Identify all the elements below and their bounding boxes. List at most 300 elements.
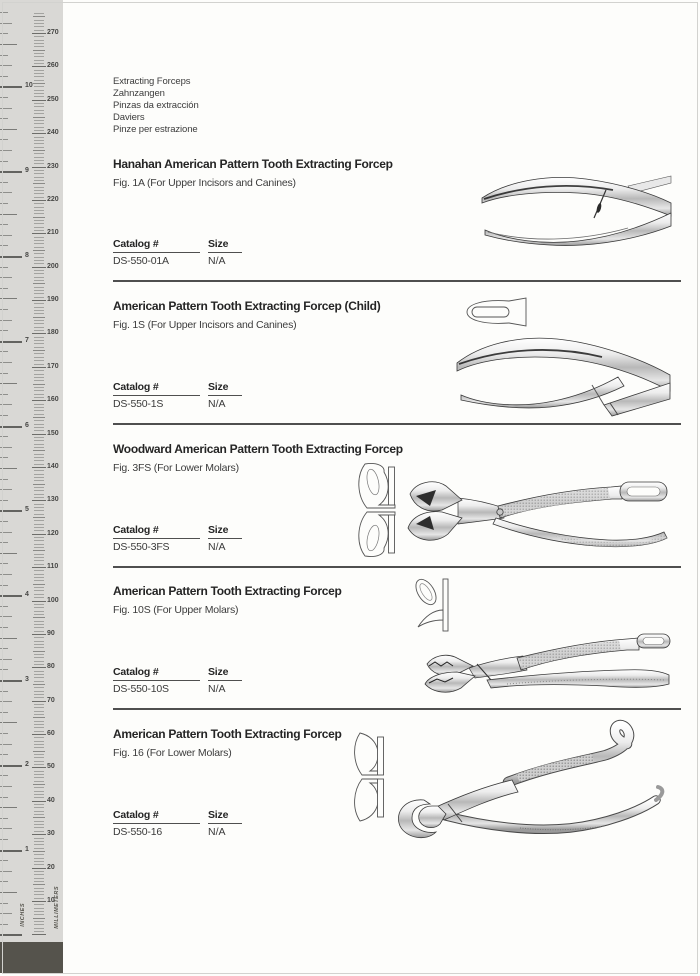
tip-profile-icon [348, 731, 394, 823]
mm-tick [34, 223, 44, 224]
size-value: N/A [208, 255, 226, 267]
mm-tick [32, 500, 46, 501]
mm-tick [34, 414, 44, 415]
mm-tick [34, 878, 44, 879]
inch-tick [0, 214, 17, 215]
mm-tick [34, 691, 44, 692]
mm-tick [34, 537, 44, 538]
mm-tick [34, 487, 44, 488]
mm-tick [32, 167, 46, 168]
mm-tick [34, 40, 44, 41]
mm-tick [34, 560, 44, 561]
mm-tick [34, 771, 44, 772]
inch-tick [0, 277, 12, 278]
catalog-header-label: Catalog # [113, 666, 200, 681]
inch-tick [0, 585, 8, 586]
mm-tick [34, 437, 44, 438]
mm-label: 70 [47, 696, 55, 704]
inch-tick [0, 489, 12, 490]
inch-tick [0, 55, 8, 56]
mm-tick [32, 333, 46, 334]
mm-tick [33, 617, 45, 618]
mm-tick [34, 547, 44, 548]
mm-label: 20 [47, 863, 55, 871]
inch-tick [0, 807, 17, 808]
mm-tick [34, 490, 44, 491]
inch-tick [0, 33, 8, 34]
mm-tick [32, 133, 46, 134]
mm-tick [34, 464, 44, 465]
inch-tick [0, 606, 8, 607]
mm-tick [34, 337, 44, 338]
mm-tick [33, 83, 45, 84]
inch-label: 10 [25, 82, 33, 90]
mm-label: 230 [47, 162, 59, 170]
mm-tick [34, 577, 44, 578]
mm-tick [34, 671, 44, 672]
mm-tick [34, 470, 44, 471]
mm-tick [34, 260, 44, 261]
mm-tick [34, 70, 44, 71]
mm-tick [33, 250, 45, 251]
mm-label: 170 [47, 362, 59, 370]
mm-tick [34, 454, 44, 455]
mm-tick [34, 594, 44, 595]
mm-tick [34, 313, 44, 314]
mm-tick [34, 711, 44, 712]
table-row [113, 681, 273, 695]
catalog-table [113, 809, 273, 838]
mm-tick [34, 841, 44, 842]
inch-tick [0, 288, 8, 289]
product-section [113, 423, 681, 568]
mm-tick [34, 641, 44, 642]
mm-tick [34, 353, 44, 354]
mm-tick [32, 767, 46, 768]
mm-tick [34, 777, 44, 778]
mm-label: 10 [47, 896, 55, 904]
catalog-table [113, 238, 273, 267]
inch-tick [0, 256, 22, 258]
mm-tick [34, 230, 44, 231]
product-title: American Pattern Tooth Extracting Forcep [113, 727, 342, 741]
mm-tick [34, 781, 44, 782]
mm-tick [34, 327, 44, 328]
mm-tick [34, 60, 44, 61]
size-value: N/A [208, 683, 226, 695]
inch-tick [0, 532, 12, 533]
mm-tick [34, 530, 44, 531]
mm-tick [34, 46, 44, 47]
tip-profile-icon [463, 297, 533, 327]
mm-tick [32, 66, 46, 67]
mm-tick [34, 661, 44, 662]
inch-tick [0, 426, 22, 428]
inch-tick [0, 733, 8, 734]
mm-tick [34, 731, 44, 732]
mm-tick [34, 787, 44, 788]
mm-tick [34, 844, 44, 845]
mm-tick [34, 891, 44, 892]
inch-tick [0, 860, 8, 861]
inch-tick [0, 563, 8, 564]
inch-tick [0, 924, 8, 925]
mm-tick [34, 56, 44, 57]
catalog-number: DS-550-3FS [113, 541, 170, 553]
mm-tick [34, 824, 44, 825]
inch-tick [0, 871, 12, 872]
inch-tick [0, 797, 8, 798]
mm-tick [34, 914, 44, 915]
inch-tick [0, 171, 22, 173]
mm-tick [34, 764, 44, 765]
inch-tick [0, 320, 12, 321]
inch-tick [0, 245, 8, 246]
product-photo-forcep-1s [452, 325, 673, 418]
mm-tick [34, 170, 44, 171]
mm-tick [34, 210, 44, 211]
category-intro [113, 76, 199, 136]
mm-tick [34, 180, 44, 181]
mm-tick [34, 727, 44, 728]
mm-tick [32, 601, 46, 602]
inch-tick [0, 150, 12, 151]
mm-tick [34, 888, 44, 889]
mm-tick [33, 283, 45, 284]
mm-tick [34, 627, 44, 628]
mm-tick [34, 103, 44, 104]
mm-tick [34, 544, 44, 545]
mm-tick [34, 564, 44, 565]
inch-tick [0, 161, 8, 162]
mm-tick [32, 434, 46, 435]
inch-tick [0, 510, 22, 512]
inch-tick [0, 934, 22, 936]
mm-tick [34, 374, 44, 375]
mm-tick [34, 360, 44, 361]
catalog-table [113, 666, 273, 695]
inch-tick [0, 415, 8, 416]
mm-tick [34, 791, 44, 792]
mm-tick [33, 550, 45, 551]
mm-label: 200 [47, 262, 59, 270]
intro-line: Zahnzangen [113, 88, 165, 100]
mm-tick [34, 520, 44, 521]
inch-tick [0, 468, 17, 469]
mm-tick [34, 153, 44, 154]
mm-tick [34, 804, 44, 805]
mm-tick [34, 93, 44, 94]
mm-tick [34, 624, 44, 625]
mm-label: 150 [47, 429, 59, 437]
mm-tick [34, 190, 44, 191]
inch-tick [0, 404, 12, 405]
mm-tick [32, 233, 46, 234]
mm-tick [34, 714, 44, 715]
mm-tick [34, 36, 44, 37]
intro-line: Daviers [113, 112, 145, 124]
mm-tick [34, 677, 44, 678]
mm-label: 270 [47, 29, 59, 36]
product-title: American Pattern Tooth Extracting Forcep (Child) [113, 299, 381, 313]
mm-tick [33, 450, 45, 451]
inch-tick [0, 595, 22, 597]
mm-tick [34, 794, 44, 795]
mm-tick [34, 807, 44, 808]
mm-tick [34, 163, 44, 164]
inch-tick [0, 182, 8, 183]
inch-tick [0, 139, 8, 140]
product-section [113, 150, 681, 282]
mm-tick [34, 323, 44, 324]
mm-tick [34, 721, 44, 722]
inch-tick [0, 383, 17, 384]
mm-tick [34, 147, 44, 148]
inch-tick [0, 12, 8, 13]
mm-tick [34, 26, 44, 27]
mm-tick [32, 801, 46, 802]
mm-tick [34, 213, 44, 214]
inch-tick [0, 351, 8, 352]
mm-tick [33, 117, 45, 118]
size-header-label: Size [208, 809, 242, 824]
inch-label: 9 [25, 167, 29, 175]
mm-tick [34, 377, 44, 378]
mm-tick [32, 634, 46, 635]
mm-tick [34, 611, 44, 612]
mm-label: 190 [47, 296, 59, 303]
mm-tick [34, 137, 44, 138]
inch-label: 6 [25, 421, 29, 429]
mm-tick [34, 193, 44, 194]
mm-label: 140 [47, 462, 59, 470]
mm-tick [34, 607, 44, 608]
product-section [113, 566, 681, 710]
mm-tick [34, 397, 44, 398]
mm-tick [34, 380, 44, 381]
catalog-number: DS-550-1S [113, 398, 164, 410]
mm-tick [34, 277, 44, 278]
inch-tick [0, 839, 8, 840]
mm-tick [34, 197, 44, 198]
mm-tick [33, 50, 45, 51]
mm-tick [34, 898, 44, 899]
mm-tick [34, 761, 44, 762]
mm-tick [32, 200, 46, 201]
mm-tick [33, 317, 45, 318]
mm-tick [34, 280, 44, 281]
mm-tick [34, 874, 44, 875]
content-area [113, 0, 681, 976]
mm-tick [34, 343, 44, 344]
product-title: Hanahan American Pattern Tooth Extracting Forcep [113, 157, 393, 171]
catalog-number: DS-550-10S [113, 683, 169, 695]
mm-tick [32, 734, 46, 735]
mm-tick [32, 400, 46, 401]
mm-tick [34, 30, 44, 31]
mm-label: 250 [47, 95, 59, 103]
inch-tick [0, 362, 12, 363]
mm-tick [34, 424, 44, 425]
mm-tick [34, 757, 44, 758]
mm-tick [34, 370, 44, 371]
mm-tick [34, 687, 44, 688]
mm-tick [34, 580, 44, 581]
inch-tick [0, 765, 22, 767]
inch-tick [0, 542, 8, 543]
mm-tick [34, 140, 44, 141]
mm-tick [33, 651, 45, 652]
mm-tick [34, 177, 44, 178]
mm-tick [34, 864, 44, 865]
mm-tick [33, 16, 45, 17]
mm-tick [34, 911, 44, 912]
intro-line: Pinzas da extracción [113, 100, 199, 112]
mm-tick [34, 263, 44, 264]
mm-label: 120 [47, 529, 59, 537]
mm-tick [33, 717, 45, 718]
mm-tick [34, 604, 44, 605]
mm-tick [33, 384, 45, 385]
mm-tick [34, 357, 44, 358]
mm-tick [34, 394, 44, 395]
mm-tick [34, 694, 44, 695]
mm-label: 220 [47, 195, 59, 203]
table-row [113, 253, 273, 267]
product-section [113, 708, 681, 976]
mm-tick [33, 217, 45, 218]
mm-tick [34, 527, 44, 528]
mm-tick [34, 497, 44, 498]
mm-tick [34, 143, 44, 144]
mm-tick [34, 724, 44, 725]
inch-tick [0, 627, 8, 628]
mm-tick [34, 43, 44, 44]
inch-tick [0, 479, 8, 480]
inch-tick [0, 224, 8, 225]
inch-tick [0, 65, 12, 66]
mm-tick [33, 350, 45, 351]
inch-tick [0, 235, 12, 236]
mm-tick [34, 744, 44, 745]
product-photo-forcep-10s [417, 626, 673, 704]
mm-tick [34, 273, 44, 274]
inch-label: 7 [25, 336, 29, 344]
inch-tick [0, 691, 8, 692]
inch-tick [0, 722, 17, 723]
mm-tick [34, 827, 44, 828]
mm-tick [34, 120, 44, 121]
product-section [113, 282, 681, 425]
mm-label: 260 [47, 62, 59, 70]
product-photo-forcep-3fs [396, 466, 673, 562]
mm-tick [34, 410, 44, 411]
inch-tick [0, 330, 8, 331]
mm-tick [33, 884, 45, 885]
mm-tick [34, 557, 44, 558]
inch-tick [0, 76, 8, 77]
mm-tick [32, 367, 46, 368]
size-value: N/A [208, 826, 226, 838]
mm-tick [34, 754, 44, 755]
inch-tick [0, 574, 12, 575]
mm-tick [34, 657, 44, 658]
mm-tick [34, 928, 44, 929]
mm-tick [34, 821, 44, 822]
inch-tick [0, 881, 8, 882]
product-photo-forcep-16 [390, 714, 673, 842]
mm-tick [34, 848, 44, 849]
mm-tick [33, 817, 45, 818]
tip-profile-icon [351, 460, 401, 560]
mm-tick [34, 524, 44, 525]
catalog-header-label: Catalog # [113, 809, 200, 824]
size-value: N/A [208, 398, 226, 410]
mm-tick [34, 704, 44, 705]
mm-tick [34, 187, 44, 188]
intro-line: Extracting Forceps [113, 76, 191, 87]
mm-tick [33, 918, 45, 919]
mm-tick [34, 774, 44, 775]
inch-tick [0, 659, 12, 660]
mm-tick [34, 113, 44, 114]
mm-tick [32, 901, 46, 902]
mm-tick [34, 574, 44, 575]
mm-tick [34, 347, 44, 348]
product-title: Woodward American Pattern Tooth Extracting Forcep [113, 442, 403, 456]
mm-tick [34, 931, 44, 932]
mm-tick [34, 96, 44, 97]
mm-label: 130 [47, 496, 59, 504]
inch-tick [0, 680, 22, 682]
product-photo-forcep-1a [478, 168, 673, 246]
mm-tick [34, 644, 44, 645]
ruler-end-block [0, 942, 63, 973]
mm-tick [33, 584, 45, 585]
product-fig: Fig. 10S (For Upper Molars) [113, 604, 239, 616]
mm-tick [34, 157, 44, 158]
mm-tick [33, 183, 45, 184]
mm-tick [33, 784, 45, 785]
inch-tick [0, 712, 8, 713]
catalog-number: DS-550-16 [113, 826, 162, 838]
mm-label: 90 [47, 629, 55, 637]
inch-tick [0, 86, 22, 88]
catalog-header-label: Catalog # [113, 524, 200, 539]
mm-tick [34, 173, 44, 174]
mm-tick [34, 814, 44, 815]
mm-tick [34, 514, 44, 515]
catalog-header-label: Catalog # [113, 238, 200, 253]
intro-line: Pinze per estrazione [113, 124, 198, 136]
mm-tick [32, 834, 46, 835]
mm-label: 180 [47, 329, 59, 337]
mm-tick [34, 597, 44, 598]
mm-tick [34, 747, 44, 748]
inch-tick [0, 818, 8, 819]
inch-tick [0, 108, 12, 109]
mm-tick [34, 440, 44, 441]
mm-tick [34, 590, 44, 591]
mm-tick [32, 667, 46, 668]
catalog-number: DS-550-01A [113, 255, 169, 267]
table-row [113, 396, 273, 410]
mm-tick [34, 127, 44, 128]
mm-tick [34, 480, 44, 481]
mm-tick [33, 751, 45, 752]
mm-tick [34, 457, 44, 458]
mm-tick [34, 303, 44, 304]
